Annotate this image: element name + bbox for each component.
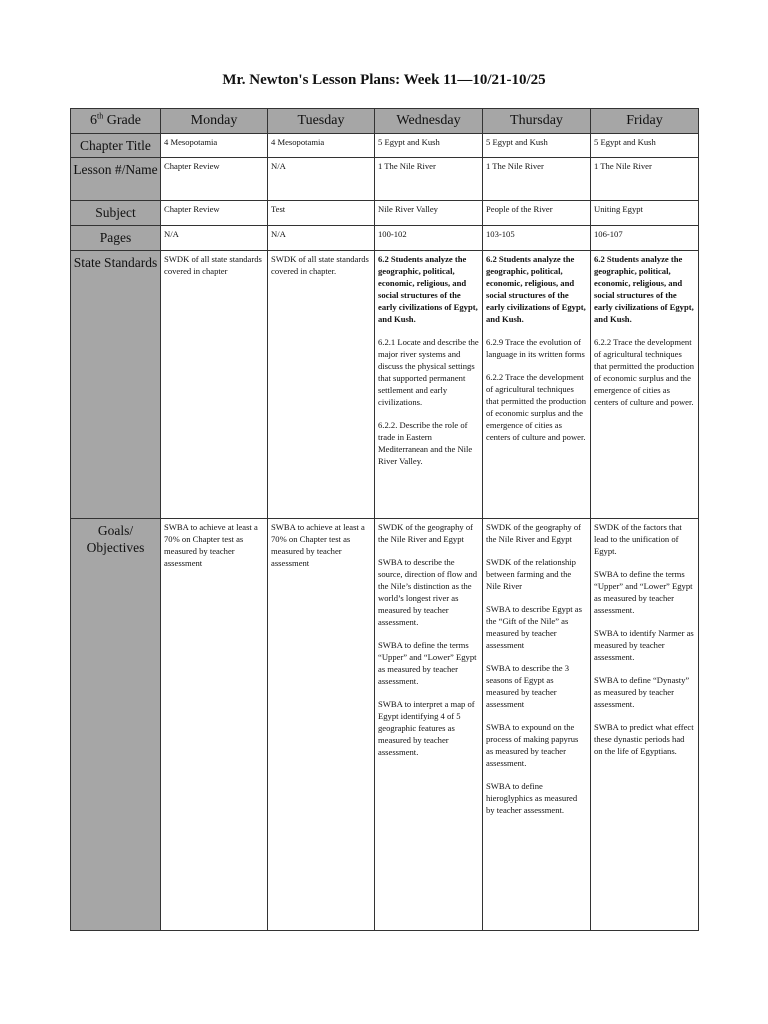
objective-item: SWBA to predict what effect these dynastic periods had on the life of Egyptians. xyxy=(594,722,694,756)
objective-item: SWDK of the geography of the Nile River and Egypt xyxy=(378,522,473,544)
objective-item: SWBA to expound on the process of making papyrus as measured by teacher assessment. xyxy=(486,722,579,768)
cell-subject-friday: Uniting Egypt xyxy=(591,201,699,226)
row-chapter-title xyxy=(71,134,699,158)
cell-lesson-tuesday: N/A xyxy=(268,158,375,201)
cell-goals-tuesday: SWBA to achieve at least a 70% on Chapter test as measured by teacher assessment xyxy=(268,519,375,931)
cell-goals-monday: SWBA to achieve at least a 70% on Chapter test as measured by teacher assessment xyxy=(161,519,268,931)
row-label-chapter-title: Chapter Title xyxy=(71,134,161,158)
cell-chapter-wednesday: 5 Egypt and Kush xyxy=(375,134,483,158)
objective-item: SWBA to describe the source, direction of flow and the Nile’s distinction as the world’s longest river as measured by teacher assessment. xyxy=(378,557,478,627)
row-label-pages: Pages xyxy=(71,226,161,251)
day-header-friday: Friday xyxy=(591,109,699,134)
objective-item: SWDK of the relationship between farming and the Nile River xyxy=(486,557,576,591)
cell-pages-thursday: 103-105 xyxy=(483,226,591,251)
objective-item: SWBA to define the terms “Upper” and “Lower” Egypt as measured by teacher assessment. xyxy=(378,640,477,686)
row-state-standards xyxy=(71,251,699,519)
cell-lesson-friday: 1 The Nile River xyxy=(591,158,699,201)
cell-pages-friday: 106-107 xyxy=(591,226,699,251)
objective-item: SWBA to interpret a map of Egypt identifying 4 of 5 geographic features as measured by teacher assessment. xyxy=(378,699,475,757)
row-goals xyxy=(71,519,699,931)
cell-chapter-tuesday: 4 Mesopotamia xyxy=(268,134,375,158)
objective-item: SWDK of the geography of the Nile River and Egypt xyxy=(486,522,581,544)
cell-subject-monday: Chapter Review xyxy=(161,201,268,226)
objective-item: SWBA to identify Narmer as measured by teacher assessment. xyxy=(594,628,694,662)
page-title: Mr. Newton's Lesson Plans: Week 11—10/21-10/25 xyxy=(222,72,546,88)
grade-label: Grade xyxy=(103,113,141,128)
cell-standards-monday: SWDK of all state standards covered in chapter xyxy=(161,251,268,519)
grade-number: 6 xyxy=(90,113,98,128)
row-subject xyxy=(71,201,699,226)
row-lesson xyxy=(71,158,699,201)
grade-header xyxy=(71,109,161,134)
day-header-tuesday: Tuesday xyxy=(268,109,375,134)
cell-pages-monday: N/A xyxy=(161,226,268,251)
objective-item: SWBA to define hieroglyphics as measured by teacher assessment. xyxy=(486,781,578,815)
standard-heading: 6.2 Students analyze the geographic, political, economic, religious, and social structures of the early civilizations of Egypt, and Kush. xyxy=(594,254,694,324)
cell-lesson-monday: Chapter Review xyxy=(161,158,268,201)
cell-subject-thursday: People of the River xyxy=(483,201,591,226)
cell-goals-wednesday xyxy=(375,519,483,931)
cell-chapter-monday: 4 Mesopotamia xyxy=(161,134,268,158)
standard-heading: 6.2 Students analyze the geographic, political, economic, religious, and social structures of the early civilizations of Egypt, and Kush. xyxy=(486,254,586,324)
cell-goals-friday xyxy=(591,519,699,931)
cell-standards-wednesday xyxy=(375,251,483,519)
standard-heading: 6.2 Students analyze the geographic, political, economic, religious, and social structures of the early civilizations of Egypt, and Kush. xyxy=(378,254,478,324)
cell-standards-tuesday: SWDK of all state standards covered in chapter. xyxy=(268,251,375,519)
cell-pages-wednesday: 100-102 xyxy=(375,226,483,251)
standard-item: 6.2.2. Describe the role of trade in Eastern Mediterranean and the Nile River Valley. xyxy=(378,420,473,466)
cell-standards-thursday xyxy=(483,251,591,519)
grade-ordinal: th xyxy=(97,111,104,121)
lesson-plan-table xyxy=(70,108,699,931)
cell-lesson-thursday: 1 The Nile River xyxy=(483,158,591,201)
objective-item: SWBA to describe Egypt as the “Gift of the Nile” as measured by teacher assessment xyxy=(486,604,582,650)
standard-item: 6.2.9 Trace the evolution of language in its written forms xyxy=(486,337,585,359)
standard-item: 6.2.1 Locate and describe the major river systems and discuss the physical settings that supported permanent settlement and early civilizations. xyxy=(378,337,479,407)
day-header-wednesday: Wednesday xyxy=(375,109,483,134)
objective-item: SWBA to define the terms “Upper” and “Lower” Egypt as measured by teacher assessment. xyxy=(594,569,693,615)
standard-item: 6.2.2 Trace the development of agricultural techniques that permitted the production of economic surplus and the emergence of cities as centers of culture and power. xyxy=(594,337,694,407)
row-label-goals: Goals/ Objectives xyxy=(71,519,161,931)
cell-subject-tuesday: Test xyxy=(268,201,375,226)
row-label-state-standards: State Standards xyxy=(71,251,161,519)
objective-item: SWBA to describe the 3 seasons of Egypt as measured by teacher assessment xyxy=(486,663,570,709)
day-header-thursday: Thursday xyxy=(483,109,591,134)
objective-item: SWBA to define “Dynasty” as measured by teacher assessment. xyxy=(594,675,690,709)
cell-chapter-friday: 5 Egypt and Kush xyxy=(591,134,699,158)
row-label-subject: Subject xyxy=(71,201,161,226)
cell-lesson-wednesday: 1 The Nile River xyxy=(375,158,483,201)
standard-item: 6.2.2 Trace the development of agricultural techniques that permitted the production of economic surplus and the emergence of cities as centers of culture and power. xyxy=(486,372,586,442)
row-pages xyxy=(71,226,699,251)
day-header-monday: Monday xyxy=(161,109,268,134)
objective-item: SWDK of the factors that lead to the unification of Egypt. xyxy=(594,522,682,556)
cell-goals-thursday xyxy=(483,519,591,931)
cell-standards-friday xyxy=(591,251,699,519)
row-label-lesson: Lesson #/Name xyxy=(71,158,161,201)
cell-chapter-thursday: 5 Egypt and Kush xyxy=(483,134,591,158)
cell-subject-wednesday: Nile River Valley xyxy=(375,201,483,226)
cell-pages-tuesday: N/A xyxy=(268,226,375,251)
